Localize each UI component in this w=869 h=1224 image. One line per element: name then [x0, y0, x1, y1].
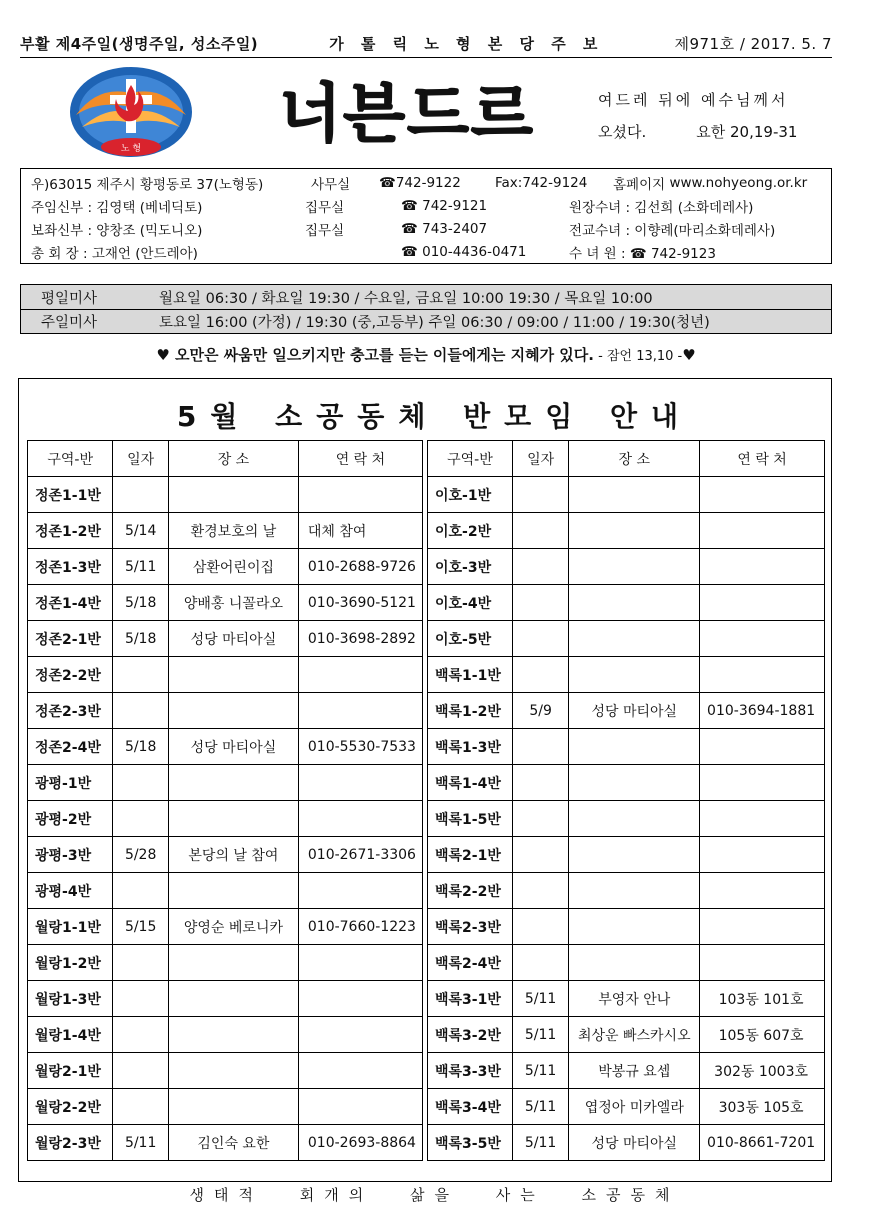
place-cell [569, 549, 700, 585]
table-row [28, 729, 423, 765]
issue-number-date: 제971호 / 2017. 5. 7 [674, 35, 832, 53]
place-cell: 성당 마티아실 [569, 693, 700, 729]
date-cell [512, 549, 569, 585]
weekday-mass-label: 평일미사 [41, 290, 98, 307]
place-cell [569, 873, 700, 909]
place-cell [169, 981, 299, 1017]
header-place: 장 소 [169, 441, 299, 477]
date-cell [512, 477, 569, 513]
zone-cell: 정존1-2반 [28, 513, 113, 549]
zone-cell: 정존2-4반 [28, 729, 113, 765]
table-row [428, 765, 825, 801]
place-cell [569, 657, 700, 693]
contact-cell [298, 1017, 422, 1053]
zone-cell: 정존2-2반 [28, 657, 113, 693]
place-cell [569, 909, 700, 945]
place-cell [169, 873, 299, 909]
date-cell [512, 945, 569, 981]
date-cell: 5/11 [113, 1125, 169, 1161]
motto-line1: 여드레 뒤에 예수님께서 [598, 91, 789, 109]
zone-cell: 백록3-3반 [428, 1053, 513, 1089]
convent-tel: 수 녀 원 : ☎ 742-9123 [569, 245, 716, 262]
contact-cell [298, 945, 422, 981]
place-cell [169, 477, 299, 513]
assistant-priest: 보좌신부 : 양창조 (믹도니오) [31, 222, 203, 239]
zone-cell: 백록1-1반 [428, 657, 513, 693]
place-cell [169, 801, 299, 837]
office-tel: ☎742-9122 [379, 174, 461, 191]
date-cell: 5/28 [113, 837, 169, 873]
mass-schedule [20, 284, 832, 334]
info-row-assistant [31, 217, 821, 240]
header-zone: 구역-반 [28, 441, 113, 477]
contact-cell [700, 765, 825, 801]
office-label: 사무실 [311, 176, 351, 193]
zone-cell: 월랑1-4반 [28, 1017, 113, 1053]
contact-cell [700, 477, 825, 513]
table-row [428, 909, 825, 945]
contact-cell: 103동 101호 [700, 981, 825, 1017]
president-tel: ☎ 010-4436-0471 [401, 243, 527, 260]
contact-cell [700, 513, 825, 549]
table-row [28, 621, 423, 657]
place-cell: 박봉규 요셉 [569, 1053, 700, 1089]
place-cell [569, 477, 700, 513]
zone-cell: 백록1-2반 [428, 693, 513, 729]
table-row [28, 1017, 423, 1053]
contact-cell: 010-5530-7533 [298, 729, 422, 765]
date-cell [113, 765, 169, 801]
table-header-row [428, 441, 825, 477]
table-header-row [28, 441, 423, 477]
place-cell [569, 621, 700, 657]
place-cell [169, 657, 299, 693]
logo-caption: 노 형 [120, 144, 142, 154]
parish-info-box [20, 168, 832, 264]
place-cell [569, 585, 700, 621]
sunday-mass-row [21, 309, 831, 333]
zone-cell: 월랑2-1반 [28, 1053, 113, 1089]
weekday-mass-times: 월요일 06:30 / 화요일 19:30 / 수요일, 금요일 10:00 19:30 / 목요일 10:00 [159, 290, 653, 307]
date-cell [512, 801, 569, 837]
zone-cell: 백록2-4반 [428, 945, 513, 981]
masthead-title [262, 78, 552, 144]
pastor: 주임신부 : 김영택 (베네딕토) [31, 199, 203, 216]
place-cell [169, 693, 299, 729]
contact-cell [700, 657, 825, 693]
section-title: 5월 소공동체 반모임 안내 [176, 400, 693, 433]
contact-cell [298, 981, 422, 1017]
table-row [28, 549, 423, 585]
contact-cell [700, 549, 825, 585]
header-date: 일자 [512, 441, 569, 477]
zone-cell: 백록3-5반 [428, 1125, 513, 1161]
zone-cell: 백록1-4반 [428, 765, 513, 801]
contact-cell: 010-3698-2892 [298, 621, 422, 657]
contact-cell: 303동 105호 [700, 1089, 825, 1125]
motto-line2 [598, 116, 847, 148]
table-row [428, 621, 825, 657]
zone-cell: 백록2-2반 [428, 873, 513, 909]
table-row [28, 873, 423, 909]
place-cell: 본당의 날 참여 [169, 837, 299, 873]
contact-cell: 010-7660-1223 [298, 909, 422, 945]
table-row [428, 1017, 825, 1053]
table-row [28, 981, 423, 1017]
zone-cell: 월랑1-3반 [28, 981, 113, 1017]
table-row [428, 549, 825, 585]
place-cell [569, 765, 700, 801]
zone-cell: 광평-1반 [28, 765, 113, 801]
contact-cell [700, 729, 825, 765]
zone-cell: 광평-4반 [28, 873, 113, 909]
table-row [428, 657, 825, 693]
council-president: 총 회 장 : 고재언 (안드레아) [31, 245, 198, 262]
date-cell: 5/11 [113, 549, 169, 585]
contact-cell [700, 585, 825, 621]
place-cell [169, 945, 299, 981]
table-row [28, 585, 423, 621]
date-cell: 5/11 [512, 1089, 569, 1125]
table-row [28, 765, 423, 801]
info-row-address [31, 171, 821, 194]
header-date: 일자 [113, 441, 169, 477]
pastor-tel: ☎ 742-9121 [401, 197, 488, 214]
homepage-url[interactable]: www.nohyeong.or.kr [669, 174, 808, 191]
date-cell [113, 1053, 169, 1089]
date-cell [512, 873, 569, 909]
table-row [28, 945, 423, 981]
motto-reference: 요한 20,19-31 [696, 123, 798, 141]
pastor-office-label: 집무실 [305, 199, 345, 216]
issue-header [20, 30, 832, 58]
zone-cell: 백록1-3반 [428, 729, 513, 765]
zone-cell: 이호-1반 [428, 477, 513, 513]
date-cell [512, 621, 569, 657]
contact-cell [298, 765, 422, 801]
date-cell [113, 477, 169, 513]
place-cell [169, 1089, 299, 1125]
date-cell [113, 1089, 169, 1125]
zone-cell: 광평-2반 [28, 801, 113, 837]
contact-cell: 010-3690-5121 [298, 585, 422, 621]
contact-cell [298, 873, 422, 909]
table-row [28, 1089, 423, 1125]
assistant-office-label: 집무실 [305, 222, 345, 239]
assistant-tel: ☎ 743-2407 [401, 220, 488, 237]
zone-cell: 월랑2-3반 [28, 1125, 113, 1161]
motto [598, 84, 847, 148]
date-cell [512, 585, 569, 621]
right-schedule-table [427, 440, 825, 1161]
table-row [28, 909, 423, 945]
place-cell: 양배홍 니꼴라오 [169, 585, 299, 621]
table-row [28, 693, 423, 729]
place-cell: 부영자 안나 [569, 981, 700, 1017]
date-cell: 5/18 [113, 729, 169, 765]
date-cell [512, 513, 569, 549]
date-cell: 5/11 [512, 1125, 569, 1161]
motto-line2-text: 오셨다. [598, 123, 647, 141]
place-cell [569, 729, 700, 765]
contact-cell [700, 837, 825, 873]
place-cell [569, 801, 700, 837]
contact-cell [298, 477, 422, 513]
zone-cell: 백록3-4반 [428, 1089, 513, 1125]
table-row [28, 1053, 423, 1089]
contact-cell: 010-2688-9726 [298, 549, 422, 585]
place-cell [569, 837, 700, 873]
contact-cell [298, 1089, 422, 1125]
zone-cell: 이호-3반 [428, 549, 513, 585]
zone-cell: 백록3-1반 [428, 981, 513, 1017]
zone-cell: 백록2-1반 [428, 837, 513, 873]
header-place: 장 소 [569, 441, 700, 477]
table-row [428, 729, 825, 765]
contact-cell [700, 873, 825, 909]
place-cell: 최상운 빠스카시오 [569, 1017, 700, 1053]
contact-cell: 105동 607호 [700, 1017, 825, 1053]
contact-cell: 대체 참여 [298, 513, 422, 549]
place-cell [169, 1053, 299, 1089]
contact-cell [700, 945, 825, 981]
date-cell [512, 765, 569, 801]
date-cell [512, 909, 569, 945]
zone-cell: 광평-3반 [28, 837, 113, 873]
date-cell [113, 1017, 169, 1053]
date-cell [113, 981, 169, 1017]
bible-verse [20, 344, 832, 365]
place-cell: 삼환어린이집 [169, 549, 299, 585]
contact-cell [298, 1053, 422, 1089]
contact-cell: 010-2693-8864 [298, 1125, 422, 1161]
date-cell: 5/18 [113, 585, 169, 621]
date-cell: 5/9 [512, 693, 569, 729]
date-cell: 5/11 [512, 1017, 569, 1053]
table-row [28, 657, 423, 693]
contact-cell [700, 621, 825, 657]
heart-icon: ♥ [682, 346, 696, 364]
place-cell: 엽정아 미카엘라 [569, 1089, 700, 1125]
date-cell [512, 657, 569, 693]
place-cell: 성당 마티아실 [569, 1125, 700, 1161]
date-cell [113, 873, 169, 909]
contact-cell [700, 801, 825, 837]
zone-cell: 월랑1-2반 [28, 945, 113, 981]
contact-cell [298, 693, 422, 729]
table-row [428, 945, 825, 981]
zone-cell: 백록1-5반 [428, 801, 513, 837]
header-contact: 연 락 처 [700, 441, 825, 477]
table-row [28, 477, 423, 513]
verse-text: ♥ 오만은 싸움만 일으키지만 충고를 듣는 이들에게는 지혜가 있다. [156, 346, 594, 364]
date-cell [113, 801, 169, 837]
zone-cell: 이호-2반 [428, 513, 513, 549]
table-row [428, 873, 825, 909]
publisher-name: 가 톨 릭 노 형 본 당 주 보 [329, 35, 604, 53]
contact-cell [298, 657, 422, 693]
contact-cell: 010-2671-3306 [298, 837, 422, 873]
office-fax: Fax:742-9124 [495, 174, 588, 191]
masthead-text: 너븐드르 [279, 78, 535, 144]
place-cell: 성당 마티아실 [169, 621, 299, 657]
zone-cell: 이호-4반 [428, 585, 513, 621]
verse-reference: - 잠언 13,10 - [593, 349, 683, 364]
place-cell: 환경보호의 날 [169, 513, 299, 549]
table-row [428, 477, 825, 513]
footer-slogan: 생태적 회개의 삶을 사는 소공동체 [189, 1186, 680, 1204]
zone-cell: 정존1-3반 [28, 549, 113, 585]
zone-cell: 정존1-4반 [28, 585, 113, 621]
contact-cell [298, 801, 422, 837]
place-cell: 성당 마티아실 [169, 729, 299, 765]
place-cell [569, 513, 700, 549]
header-zone: 구역-반 [428, 441, 513, 477]
parish-address: 우)63015 제주시 황평동로 37(노형동) [31, 176, 264, 193]
table-row [428, 585, 825, 621]
head-sister: 원장수녀 : 김선희 (소화데레사) [569, 199, 754, 216]
zone-cell: 백록2-3반 [428, 909, 513, 945]
place-cell [169, 765, 299, 801]
zone-cell: 월랑1-1반 [28, 909, 113, 945]
date-cell: 5/18 [113, 621, 169, 657]
zone-cell: 정존2-1반 [28, 621, 113, 657]
zone-cell: 이호-5반 [428, 621, 513, 657]
left-schedule-table [27, 440, 423, 1161]
zone-cell: 정존2-3반 [28, 693, 113, 729]
zone-cell: 백록3-2반 [428, 1017, 513, 1053]
info-row-pastor [31, 194, 821, 217]
issue-occasion: 부활 제4주일(생명주일, 성소주일) [20, 35, 259, 53]
table-row [428, 513, 825, 549]
parish-logo-icon [68, 65, 194, 159]
date-cell [113, 693, 169, 729]
table-row [28, 1125, 423, 1161]
contact-cell [700, 909, 825, 945]
date-cell [512, 837, 569, 873]
table-row [28, 837, 423, 873]
mission-sister: 전교수녀 : 이향례(마리소화데레사) [569, 222, 776, 239]
table-row [28, 513, 423, 549]
place-cell: 김인숙 요한 [169, 1125, 299, 1161]
table-row [428, 801, 825, 837]
date-cell: 5/15 [113, 909, 169, 945]
table-row [428, 1125, 825, 1161]
contact-cell: 010-3694-1881 [700, 693, 825, 729]
date-cell [512, 729, 569, 765]
place-cell [169, 1017, 299, 1053]
date-cell: 5/11 [512, 981, 569, 1017]
date-cell [113, 657, 169, 693]
table-row [428, 837, 825, 873]
header-contact: 연 락 처 [298, 441, 422, 477]
place-cell [569, 945, 700, 981]
weekday-mass-row [21, 285, 831, 309]
sunday-mass-label: 주일미사 [41, 315, 98, 331]
homepage-label: 홈페이지 [613, 176, 666, 193]
contact-cell: 010-8661-7201 [700, 1125, 825, 1161]
contact-cell: 302동 1003호 [700, 1053, 825, 1089]
date-cell: 5/11 [512, 1053, 569, 1089]
table-row [428, 693, 825, 729]
place-cell: 양영순 베로니카 [169, 909, 299, 945]
table-row [428, 1089, 825, 1125]
date-cell [113, 945, 169, 981]
zone-cell: 정존1-1반 [28, 477, 113, 513]
table-row [428, 981, 825, 1017]
sunday-mass-times: 토요일 16:00 (가정) / 19:30 (중,고등부) 주일 06:30 / 09:00 / 11:00 / 19:30(청년) [159, 315, 710, 331]
info-row-president [31, 240, 821, 263]
table-row [28, 801, 423, 837]
table-row [428, 1053, 825, 1089]
zone-cell: 월랑2-2반 [28, 1089, 113, 1125]
date-cell: 5/14 [113, 513, 169, 549]
